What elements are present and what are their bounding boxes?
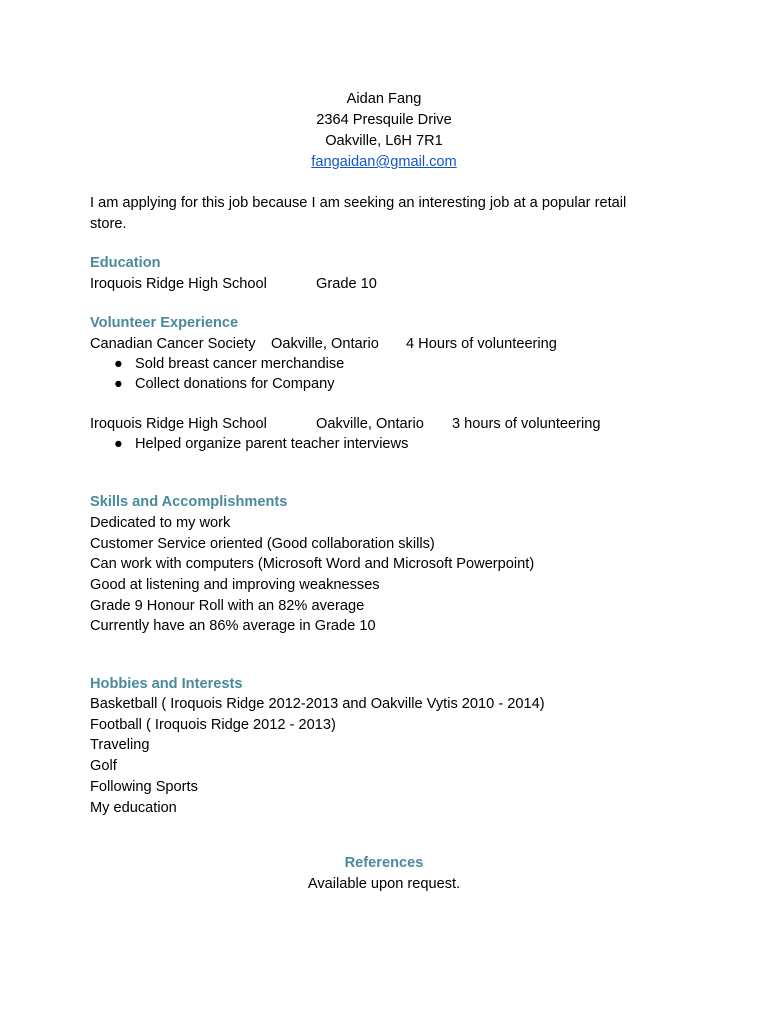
bullet-icon: ● xyxy=(114,436,123,452)
volunteer-hours-1: 4 Hours of volunteering xyxy=(406,336,557,352)
list-item: Can work with computers (Microsoft Word and Microsoft Powerpoint) xyxy=(90,556,535,572)
volunteer-org-1: Canadian Cancer Society xyxy=(90,336,256,352)
list-item: Good at listening and improving weaknesses xyxy=(90,577,380,593)
volunteer-location-2: Oakville, Ontario xyxy=(316,416,424,432)
list-item: Customer Service oriented (Good collaboration skills) xyxy=(90,536,435,552)
volunteer-hours-2: 3 hours of volunteering xyxy=(452,416,601,432)
list-item: Traveling xyxy=(90,737,150,753)
volunteer-location-1: Oakville, Ontario xyxy=(271,336,379,352)
references-text: Available upon request. xyxy=(307,876,461,892)
city-postal: Oakville, L6H 7R1 xyxy=(325,133,443,149)
objective-line-1: I am applying for this job because I am seeking an interesting job at a popular retail xyxy=(90,195,627,211)
list-item: Basketball ( Iroquois Ridge 2012-2013 and Oakville Vytis 2010 - 2014) xyxy=(90,696,545,712)
references-heading: References xyxy=(344,855,424,871)
bullet-text: Helped organize parent teacher interviews xyxy=(135,436,409,452)
street-address: 2364 Presquile Drive xyxy=(316,112,452,128)
email-container xyxy=(0,154,768,170)
list-item: Dedicated to my work xyxy=(90,515,231,531)
education-heading: Education xyxy=(90,255,161,271)
bullet-text: Collect donations for Company xyxy=(135,376,335,392)
objective-line-2: store. xyxy=(90,216,127,232)
list-item: Grade 9 Honour Roll with an 82% average xyxy=(90,598,365,614)
education-grade: Grade 10 xyxy=(316,276,377,292)
hobbies-heading: Hobbies and Interests xyxy=(90,676,243,692)
skills-heading: Skills and Accomplishments xyxy=(90,494,288,510)
education-school: Iroquois Ridge High School xyxy=(90,276,267,292)
list-item: My education xyxy=(90,800,177,816)
bullet-icon: ● xyxy=(114,376,123,392)
list-item: Following Sports xyxy=(90,779,198,795)
volunteer-org-2: Iroquois Ridge High School xyxy=(90,416,267,432)
list-item: Golf xyxy=(90,758,117,774)
list-item: Football ( Iroquois Ridge 2012 - 2013) xyxy=(90,717,336,733)
bullet-icon: ● xyxy=(114,356,123,372)
applicant-name: Aidan Fang xyxy=(346,91,422,107)
volunteer-heading: Volunteer Experience xyxy=(90,315,239,331)
email-link[interactable]: fangaidan@gmail.com xyxy=(311,154,457,170)
list-item: Currently have an 86% average in Grade 10 xyxy=(90,618,376,634)
bullet-text: Sold breast cancer merchandise xyxy=(135,356,345,372)
